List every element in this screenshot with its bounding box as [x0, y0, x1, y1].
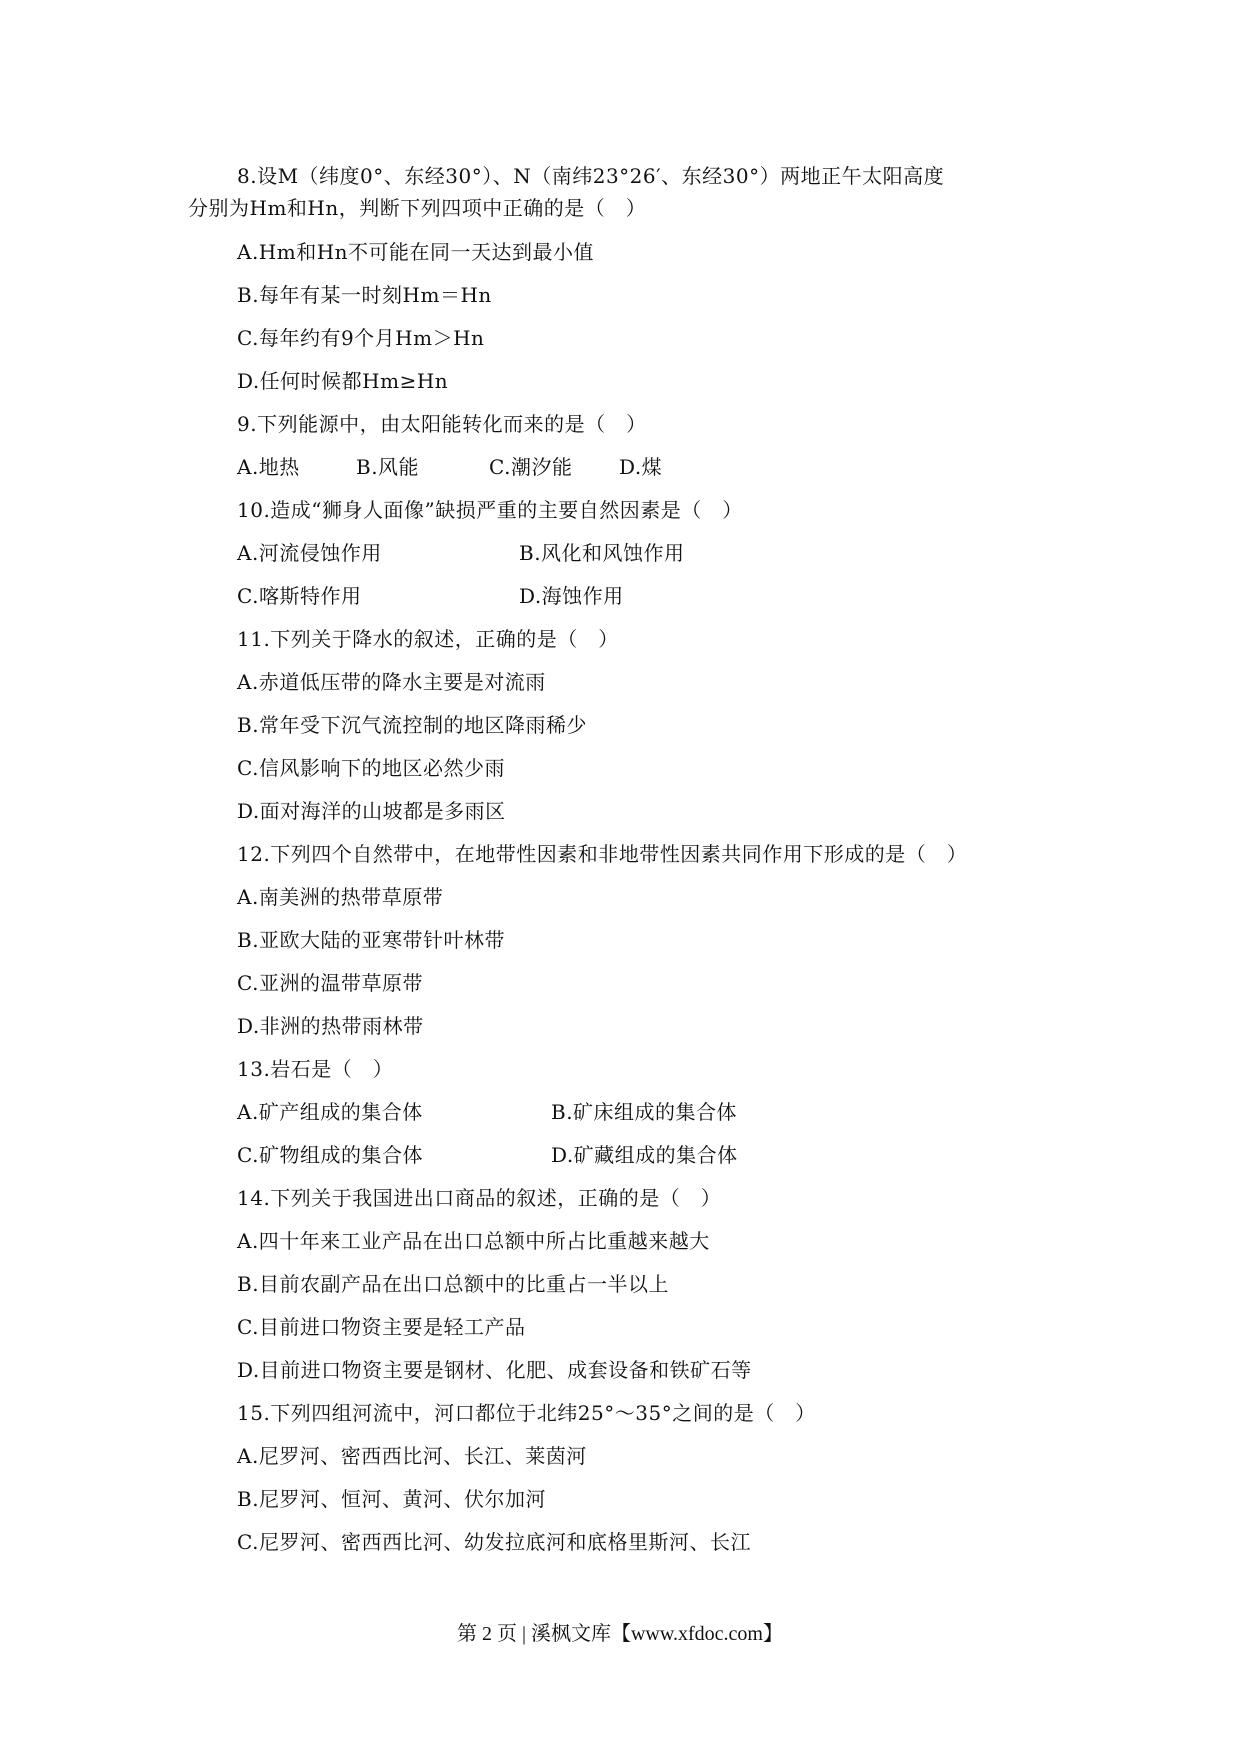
- question-8-stem-line-2: 分别为Hm和Hn，判断下列四项中正确的是（ ）: [188, 196, 647, 220]
- question-11-option-a: A.赤道低压带的降水主要是对流雨: [237, 670, 546, 694]
- question-10-option-a: A.河流侵蚀作用: [237, 541, 382, 565]
- question-11-option-b: B.常年受下沉气流控制的地区降雨稀少: [237, 713, 588, 737]
- question-9-option-d: D.煤: [619, 455, 663, 479]
- question-9-option-a: A.地热: [237, 455, 300, 479]
- question-9-option-b: B.风能: [356, 455, 420, 479]
- question-10-stem: 10.造成“狮身人面像”缺损严重的主要自然因素是（ ）: [237, 498, 743, 522]
- question-12-option-a: A.南美洲的热带草原带: [237, 885, 444, 909]
- question-12-option-d: D.非洲的热带雨林带: [237, 1014, 424, 1038]
- question-12-option-b: B.亚欧大陆的亚寒带针叶林带: [237, 928, 506, 952]
- question-9-option-c: C.潮汐能: [489, 455, 573, 479]
- question-8-option-a: A.Hm和Hn不可能在同一天达到最小值: [237, 240, 595, 264]
- question-14-option-d: D.目前进口物资主要是钢材、化肥、成套设备和铁矿石等: [237, 1358, 752, 1382]
- question-13-stem: 13.岩石是（ ）: [237, 1057, 394, 1081]
- question-11-stem: 11.下列关于降水的叙述，正确的是（ ）: [237, 627, 619, 651]
- question-11-option-c: C.信风影响下的地区必然少雨: [237, 756, 505, 780]
- question-15-option-a: A.尼罗河、密西西比河、长江、莱茵河: [237, 1444, 587, 1468]
- question-13-option-c: C.矿物组成的集合体: [237, 1143, 423, 1167]
- question-8-stem-line-1: 8.设M（纬度0°、东经30°）、N（南纬23°26′、东经30°）两地正午太阳高度: [237, 164, 945, 188]
- question-14-option-b: B.目前农副产品在出口总额中的比重占一半以上: [237, 1272, 670, 1296]
- question-9-stem: 9.下列能源中，由太阳能转化而来的是（ ）: [237, 412, 647, 436]
- question-14-option-a: A.四十年来工业产品在出口总额中所占比重越来越大: [237, 1229, 710, 1253]
- question-15-option-c: C.尼罗河、密西西比河、幼发拉底河和底格里斯河、长江: [237, 1530, 751, 1554]
- page-footer: 第 2 页 | 溪枫文库【www.xfdoc.com】: [456, 1623, 783, 1645]
- question-12-option-c: C.亚洲的温带草原带: [237, 971, 423, 995]
- question-10-option-b: B.风化和风蚀作用: [519, 541, 685, 565]
- question-13-option-b: B.矿床组成的集合体: [551, 1100, 738, 1124]
- question-13-option-d: D.矿藏组成的集合体: [551, 1143, 738, 1167]
- question-8-option-c: C.每年约有9个月Hm＞Hn: [237, 326, 485, 350]
- question-8-option-d: D.任何时候都Hm≥Hn: [237, 369, 449, 393]
- question-13-option-a: A.矿产组成的集合体: [237, 1100, 423, 1124]
- question-15-stem: 15.下列四组河流中，河口都位于北纬25°～35°之间的是（ ）: [237, 1401, 816, 1425]
- question-12-stem: 12.下列四个自然带中，在地带性因素和非地带性因素共同作用下形成的是（ ）: [237, 842, 968, 866]
- question-14-option-c: C.目前进口物资主要是轻工产品: [237, 1315, 526, 1339]
- question-11-option-d: D.面对海洋的山坡都是多雨区: [237, 799, 506, 823]
- question-10-option-d: D.海蚀作用: [519, 584, 624, 608]
- question-8-option-b: B.每年有某一时刻Hm＝Hn: [237, 283, 492, 307]
- question-14-stem: 14.下列关于我国进出口商品的叙述，正确的是（ ）: [237, 1186, 722, 1210]
- question-10-option-c: C.喀斯特作用: [237, 584, 362, 608]
- question-15-option-b: B.尼罗河、恒河、黄河、伏尔加河: [237, 1487, 547, 1511]
